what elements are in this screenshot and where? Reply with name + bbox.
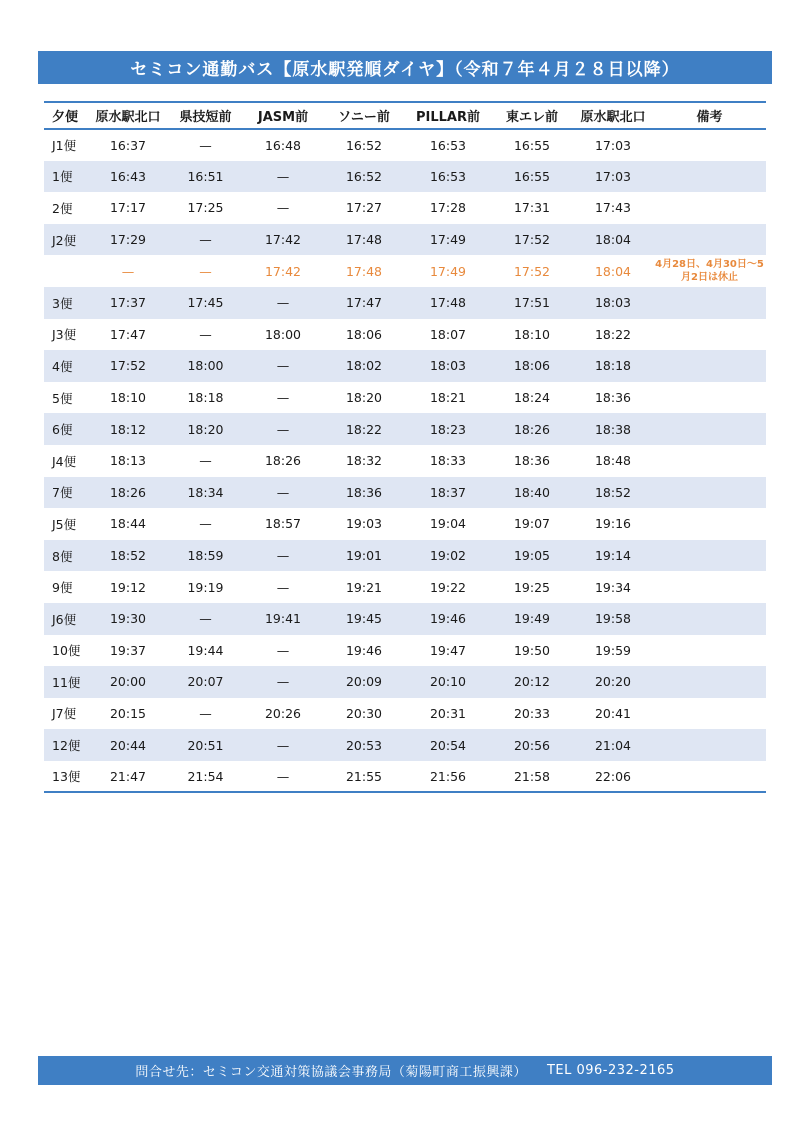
departure-time: 17:49 [429,232,467,248]
departure-time: 18:00 [264,326,302,342]
departure-time: 20:56 [513,737,551,753]
trip-name: J7便 [52,706,77,722]
departure-time: 20:54 [429,737,467,753]
remarks [653,666,766,698]
departure-time: — [276,674,290,690]
remarks [653,161,766,193]
departure-time: 19:01 [345,548,383,564]
remarks: 4月28日、4月30日～5月2日は休止 [655,259,764,284]
departure-time: 20:53 [345,737,383,753]
departure-time: 17:47 [109,326,147,342]
departure-time: 21:55 [323,761,405,793]
departure-time: — [276,579,290,595]
remarks [653,350,766,382]
departure-time: 18:24 [513,390,551,406]
departure-time: 19:22 [429,579,467,595]
contact-text: 問合せ先：セミコン交通対策協議会事務局（菊陽町商工振興課） [135,1065,527,1080]
remarks [653,508,766,540]
departure-time: 18:04 [594,232,632,248]
timetable-row [44,224,766,256]
departure-time: 18:26 [513,421,551,437]
departure-time: 20:30 [345,705,383,721]
trip-name: 6便 [52,422,73,438]
departure-time: 17:29 [109,232,147,248]
departure-time: — [199,263,212,279]
remarks [653,761,766,793]
departure-time: — [199,137,212,153]
departure-time: — [199,453,212,469]
departure-time: 17:37 [109,295,147,311]
remarks [653,224,766,256]
departure-time: 21:58 [491,761,573,793]
timetable-row [44,129,766,161]
departure-time: 19:05 [513,548,551,564]
column-header: 原水駅北口 [573,102,653,129]
departure-time: 16:51 [187,168,224,184]
departure-time: 19:12 [109,579,147,595]
departure-time: 17:42 [264,263,302,279]
departure-time: 18:26 [109,484,147,500]
departure-time: 19:07 [513,516,551,532]
departure-time: 16:55 [513,137,551,153]
departure-time: 19:59 [594,642,632,658]
departure-time: 18:20 [345,390,383,406]
departure-time: 21:54 [168,761,243,793]
departure-time: 18:00 [187,358,224,374]
trip-name: J5便 [52,516,77,532]
departure-time: — [276,390,290,406]
departure-time: 18:03 [594,295,632,311]
departure-time: 19:04 [429,516,467,532]
departure-time: 19:41 [264,611,302,627]
departure-time: 19:58 [594,611,632,627]
timetable-container [44,101,766,793]
departure-time: 18:02 [345,358,383,374]
contact-footer [38,1056,772,1085]
departure-time: — [243,761,323,793]
departure-time: 17:43 [594,200,632,216]
departure-time: 16:55 [513,168,551,184]
column-header: 夕便 [44,102,88,129]
timetable-row [44,540,766,572]
departure-time: 18:32 [345,453,383,469]
departure-time: 18:40 [513,484,551,500]
departure-time: 19:46 [345,642,383,658]
departure-time: — [276,548,290,564]
departure-time: 17:51 [513,295,551,311]
departure-time: 21:04 [594,737,632,753]
trip-name: 10便 [52,643,81,659]
timetable-row [44,761,766,793]
column-header: ソニー前 [323,102,405,129]
departure-time: 19:34 [594,579,632,595]
trip-name: 7便 [52,485,73,501]
remarks [653,729,766,761]
trip-name: 13便 [44,761,88,793]
trip-name: 4便 [52,358,73,374]
timetable-row [44,350,766,382]
departure-time: 18:03 [429,358,467,374]
departure-time: 18:38 [594,421,632,437]
departure-time: 19:16 [594,516,632,532]
departure-time: 18:57 [264,516,302,532]
departure-time: 18:36 [513,453,551,469]
departure-time: 20:26 [264,705,302,721]
departure-time: 18:37 [429,484,467,500]
departure-time: 17:48 [429,295,467,311]
departure-time: 20:33 [513,705,551,721]
timetable-row [44,192,766,224]
departure-time: 18:13 [109,453,147,469]
departure-time: 16:43 [109,168,147,184]
departure-time: — [276,421,290,437]
departure-time: 17:27 [345,200,383,216]
departure-time: 19:14 [594,548,632,564]
departure-time: 19:47 [429,642,467,658]
departure-time: 18:44 [109,516,147,532]
departure-time: — [276,642,290,658]
remarks [653,571,766,603]
departure-time: 19:50 [513,642,551,658]
departure-time: 18:18 [594,358,632,374]
departure-time: 18:06 [513,358,551,374]
departure-time: 17:52 [513,263,551,279]
timetable-row [44,287,766,319]
departure-time: 16:37 [109,137,147,153]
departure-time: 17:52 [513,232,551,248]
departure-time: 19:37 [109,642,147,658]
remarks [653,698,766,730]
timetable-row [44,635,766,667]
departure-time: 19:19 [187,579,224,595]
departure-time: — [199,516,212,532]
departure-time: 18:04 [594,263,632,279]
departure-time: 21:56 [405,761,491,793]
departure-time: — [199,326,212,342]
remarks [653,413,766,445]
remarks [653,319,766,351]
phone-number: TEL 096-232-2165 [546,1063,675,1078]
departure-time: 19:44 [187,642,224,658]
departure-time: — [276,168,290,184]
departure-time: 18:48 [594,453,632,469]
departure-time: 18:59 [187,548,224,564]
departure-time: 17:52 [109,358,147,374]
timetable-row [44,729,766,761]
departure-time: 18:20 [187,421,224,437]
trip-name: 3便 [52,295,73,311]
departure-time: 18:52 [109,548,147,564]
departure-time: — [276,737,290,753]
departure-time: 18:36 [345,484,383,500]
timetable-body [44,129,766,792]
departure-time: 17:28 [429,200,467,216]
timetable-row [44,603,766,635]
departure-time: 21:47 [88,761,168,793]
departure-time: 18:06 [345,326,383,342]
timetable-row [44,445,766,477]
timetable-row [44,477,766,509]
remarks [653,540,766,572]
departure-time: 18:36 [594,390,632,406]
remarks [653,603,766,635]
departure-time: 17:45 [187,295,224,311]
departure-time: 16:53 [429,137,467,153]
departure-time: 19:02 [429,548,467,564]
departure-time: 20:31 [429,705,467,721]
departure-time: 16:52 [345,168,383,184]
departure-time: 17:48 [345,263,383,279]
remarks [653,382,766,414]
departure-time: 18:18 [187,390,224,406]
departure-time: 19:45 [345,611,383,627]
departure-time: 18:22 [594,326,632,342]
departure-time: 17:03 [594,168,632,184]
departure-time: — [276,358,290,374]
column-header: PILLAR前 [405,102,491,129]
departure-time: 17:49 [429,263,467,279]
timetable-row [44,161,766,193]
remarks [653,129,766,161]
timetable-row [44,413,766,445]
departure-time: 18:23 [429,421,467,437]
timetable-row [44,571,766,603]
departure-time: 17:48 [345,232,383,248]
departure-time: 17:47 [345,295,383,311]
departure-time: 20:44 [109,737,147,753]
trip-name: 8便 [52,548,73,564]
trip-name: 9便 [52,580,73,596]
departure-time: 18:21 [429,390,467,406]
trip-name: J6便 [52,611,77,627]
departure-time: 19:25 [513,579,551,595]
departure-time: 17:25 [187,200,224,216]
timetable-row [44,698,766,730]
departure-time: — [199,232,212,248]
trip-name: 12便 [52,738,81,754]
departure-time: — [121,263,135,279]
remarks [653,287,766,319]
trip-name: J3便 [52,327,77,343]
column-header: 東エレ前 [491,102,573,129]
departure-time: 20:41 [594,705,632,721]
departure-time: 19:49 [513,611,551,627]
departure-time: 18:34 [187,484,224,500]
departure-time: 20:20 [594,674,632,690]
departure-time: — [199,611,212,627]
header-row [44,102,766,129]
departure-time: — [276,200,290,216]
departure-time: 17:17 [109,200,147,216]
departure-time: 17:42 [264,232,302,248]
timetable-row [44,508,766,540]
departure-time: 18:26 [264,453,302,469]
departure-time: 20:10 [429,674,467,690]
departure-time: 20:07 [187,674,224,690]
departure-time: 20:00 [109,674,147,690]
timetable [44,101,766,793]
departure-time: 18:52 [594,484,632,500]
remarks [653,445,766,477]
departure-time: 22:06 [573,761,653,793]
departure-time: 19:46 [429,611,467,627]
timetable-row [44,666,766,698]
departure-time: — [199,705,212,721]
remarks [653,635,766,667]
departure-time: 20:51 [187,737,224,753]
timetable-row [44,319,766,351]
column-header: JASM前 [243,102,323,129]
column-header: 県技短前 [168,102,243,129]
page-title: セミコン通勤バス【原水駅発順ダイヤ】（令和７年４月２８日以降） [38,51,772,84]
departure-time: 20:12 [513,674,551,690]
remarks [653,477,766,509]
trip-name: J4便 [52,453,77,469]
trip-name: 11便 [52,674,81,690]
column-header: 備考 [653,102,766,129]
departure-time: 18:07 [429,326,467,342]
departure-time: 18:10 [109,390,147,406]
trip-name: 2便 [52,200,73,216]
departure-time: 16:53 [429,168,467,184]
departure-time: 16:52 [345,137,383,153]
departure-time: 19:03 [345,516,383,532]
departure-time: 20:09 [345,674,383,690]
departure-time: 20:15 [109,705,147,721]
trip-name [44,255,88,287]
trip-name: J2便 [52,232,77,248]
timetable-row [44,382,766,414]
departure-time: 18:10 [513,326,551,342]
departure-time: 16:48 [264,137,302,153]
departure-time: 18:33 [429,453,467,469]
departure-time: 17:03 [594,137,632,153]
trip-name: 1便 [52,169,73,185]
trip-name: J1便 [52,138,77,154]
timetable-row [44,255,766,287]
column-header: 原水駅北口 [88,102,168,129]
departure-time: 19:21 [345,579,383,595]
departure-time: — [276,484,290,500]
departure-time: 18:12 [109,421,147,437]
departure-time: 17:31 [513,200,551,216]
departure-time: 18:22 [345,421,383,437]
departure-time: 19:30 [109,611,147,627]
remarks [653,192,766,224]
departure-time: — [276,295,290,311]
trip-name: 5便 [52,390,73,406]
